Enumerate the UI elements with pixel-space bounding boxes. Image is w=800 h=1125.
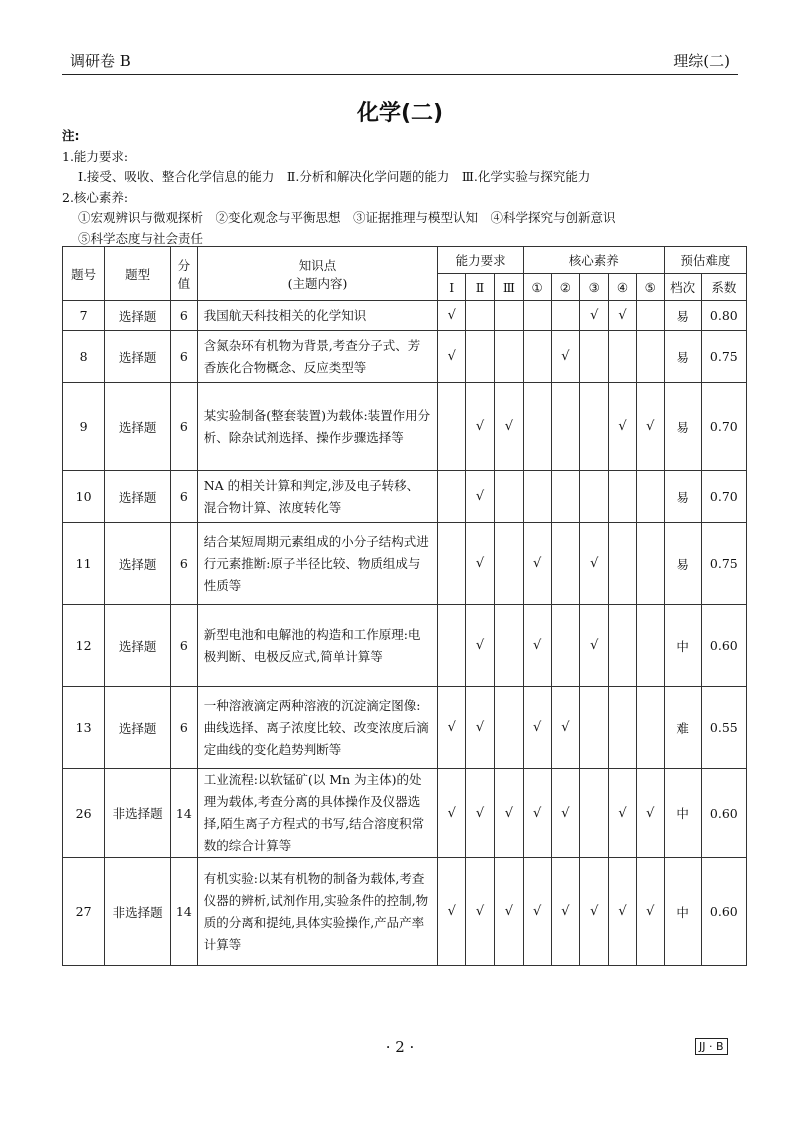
notes-item-1: 1.能力要求: <box>62 148 129 164</box>
question-number: 26 <box>63 769 105 858</box>
ability-check-3 <box>494 301 523 331</box>
ability-check-1 <box>438 471 466 523</box>
question-type: 选择题 <box>105 383 171 471</box>
difficulty-level: 难 <box>664 687 701 769</box>
ability-check-3: √ <box>494 769 523 858</box>
ability-check-2: √ <box>466 471 495 523</box>
core-check-4 <box>609 687 637 769</box>
core-check-1: √ <box>523 687 551 769</box>
ability-check-2: √ <box>466 858 495 966</box>
core-check-2: √ <box>551 331 580 383</box>
core-check-5 <box>636 523 664 605</box>
core-check-5 <box>636 301 664 331</box>
difficulty-level: 易 <box>664 301 701 331</box>
ability-check-3 <box>494 687 523 769</box>
question-score: 6 <box>170 301 197 331</box>
table-row <box>63 471 747 523</box>
difficulty-level: 易 <box>664 331 701 383</box>
notes-item-2: 2.核心素养: <box>62 189 129 205</box>
header-coef: 系数 <box>701 274 746 301</box>
core-check-3 <box>580 471 609 523</box>
question-type: 选择题 <box>105 523 171 605</box>
question-type: 选择题 <box>105 687 171 769</box>
table-row <box>63 383 747 471</box>
header-core-5: ⑤ <box>636 274 664 301</box>
literacy-list-1: ①宏观辨识与微观探析 ②变化观念与平衡思想 ③证据推理与模型认知 ④科学探究与创新意识 <box>78 210 616 225</box>
core-check-2: √ <box>551 687 580 769</box>
ability-check-2: √ <box>466 523 495 605</box>
question-score: 14 <box>170 858 197 966</box>
question-number: 9 <box>63 383 105 471</box>
difficulty-coef: 0.75 <box>701 331 746 383</box>
core-check-2: √ <box>551 858 580 966</box>
core-check-3 <box>580 383 609 471</box>
table-row <box>63 331 747 383</box>
question-score: 6 <box>170 331 197 383</box>
core-check-3: √ <box>580 605 609 687</box>
difficulty-level: 易 <box>664 471 701 523</box>
header-ability-3: Ⅲ <box>494 274 523 301</box>
knowledge-point: 结合某短周期元素组成的小分子结构式进行元素推断:原子半径比较、物质组成与性质等 <box>197 523 438 605</box>
ability-check-3 <box>494 605 523 687</box>
knowledge-point: 新型电池和电解池的构造和工作原理:电极判断、电极反应式,简单计算等 <box>197 605 438 687</box>
core-check-4 <box>609 605 637 687</box>
question-type: 选择题 <box>105 471 171 523</box>
page-title: 化学(二) <box>356 101 444 126</box>
core-check-1 <box>523 301 551 331</box>
ability-check-3 <box>494 523 523 605</box>
header-core-2: ② <box>551 274 580 301</box>
core-check-5: √ <box>636 383 664 471</box>
core-check-1: √ <box>523 858 551 966</box>
page-header <box>62 50 738 75</box>
core-check-3 <box>580 687 609 769</box>
core-check-1: √ <box>523 769 551 858</box>
core-check-3: √ <box>580 858 609 966</box>
exam-label: 调研卷 B <box>70 52 131 70</box>
difficulty-level: 易 <box>664 383 701 471</box>
difficulty-coef: 0.60 <box>701 769 746 858</box>
core-check-3: √ <box>580 301 609 331</box>
core-check-2 <box>551 605 580 687</box>
header-type: 题型 <box>105 247 171 301</box>
page-code-badge: JJ · B <box>695 1038 728 1055</box>
header-difficulty: 预估难度 <box>664 247 746 274</box>
core-check-3 <box>580 331 609 383</box>
core-check-4: √ <box>609 769 637 858</box>
header-core-3: ③ <box>580 274 609 301</box>
table-row <box>63 687 747 769</box>
ability-check-2 <box>466 331 495 383</box>
header-ability-2: Ⅱ <box>466 274 495 301</box>
core-check-2: √ <box>551 769 580 858</box>
core-check-4: √ <box>609 858 637 966</box>
literacy-list-2: ⑤科学态度与社会责任 <box>78 230 204 246</box>
difficulty-coef: 0.70 <box>701 383 746 471</box>
question-number: 27 <box>63 858 105 966</box>
difficulty-coef: 0.60 <box>701 858 746 966</box>
question-type: 选择题 <box>105 331 171 383</box>
difficulty-level: 中 <box>664 858 701 966</box>
core-check-3 <box>580 769 609 858</box>
header-score-1: 分 <box>177 257 191 273</box>
core-check-5: √ <box>636 858 664 966</box>
header-core: 核心素养 <box>523 247 664 274</box>
ability-check-1: √ <box>438 769 466 858</box>
ability-check-1: √ <box>438 301 466 331</box>
core-check-4 <box>609 523 637 605</box>
table-row <box>63 523 747 605</box>
core-check-1 <box>523 331 551 383</box>
knowledge-point: 我国航天科技相关的化学知识 <box>197 301 438 331</box>
question-number: 10 <box>63 471 105 523</box>
core-check-3: √ <box>580 523 609 605</box>
knowledge-point: NA 的相关计算和判定,涉及电子转移、混合物计算、浓度转化等 <box>197 471 438 523</box>
ability-check-1: √ <box>438 687 466 769</box>
ability-check-3 <box>494 331 523 383</box>
core-check-4: √ <box>609 301 637 331</box>
question-score: 6 <box>170 687 197 769</box>
question-type: 非选择题 <box>105 769 171 858</box>
header-ability: 能力要求 <box>438 247 523 274</box>
ability-check-2: √ <box>466 769 495 858</box>
core-check-5 <box>636 687 664 769</box>
question-type: 非选择题 <box>105 858 171 966</box>
question-score: 6 <box>170 523 197 605</box>
question-score: 6 <box>170 471 197 523</box>
ability-check-2 <box>466 301 495 331</box>
core-check-1: √ <box>523 605 551 687</box>
ability-check-2: √ <box>466 687 495 769</box>
question-number: 11 <box>63 523 105 605</box>
question-number: 8 <box>63 331 105 383</box>
header-knowledge-sub: (主题内容) <box>287 275 348 291</box>
difficulty-coef: 0.70 <box>701 471 746 523</box>
core-check-2 <box>551 471 580 523</box>
table-row <box>63 858 747 966</box>
knowledge-point: 含氮杂环有机物为背景,考查分子式、芳香族化合物概念、反应类型等 <box>197 331 438 383</box>
header-knowledge-main: 知识点 <box>298 257 337 273</box>
core-check-1 <box>523 471 551 523</box>
difficulty-level: 中 <box>664 769 701 858</box>
question-score: 6 <box>170 383 197 471</box>
ability-check-3: √ <box>494 383 523 471</box>
core-check-4 <box>609 471 637 523</box>
core-check-4 <box>609 331 637 383</box>
ability-check-1 <box>438 605 466 687</box>
page-number: · 2 · <box>385 1038 415 1056</box>
core-check-4: √ <box>609 383 637 471</box>
subject-label: 理综(二) <box>673 52 730 70</box>
question-analysis-table <box>62 246 747 966</box>
core-check-2 <box>551 301 580 331</box>
notes-section <box>62 126 616 249</box>
difficulty-coef: 0.60 <box>701 605 746 687</box>
core-check-5 <box>636 471 664 523</box>
ability-check-1 <box>438 523 466 605</box>
header-core-1: ① <box>523 274 551 301</box>
ability-check-1: √ <box>438 858 466 966</box>
question-number: 12 <box>63 605 105 687</box>
difficulty-level: 中 <box>664 605 701 687</box>
knowledge-point: 一种溶液滴定两种溶液的沉淀滴定图像:曲线选择、离子浓度比较、改变浓度后滴定曲线的变化趋势判断等 <box>197 687 438 769</box>
ability-check-3 <box>494 471 523 523</box>
ability-check-1: √ <box>438 331 466 383</box>
core-check-2 <box>551 383 580 471</box>
header-knowledge <box>197 247 438 301</box>
header-num: 题号 <box>63 247 105 301</box>
question-number: 13 <box>63 687 105 769</box>
question-type: 选择题 <box>105 301 171 331</box>
difficulty-coef: 0.80 <box>701 301 746 331</box>
knowledge-point: 某实验制备(整套装置)为载体:装置作用分析、除杂试剂选择、操作步骤选择等 <box>197 383 438 471</box>
core-check-2 <box>551 523 580 605</box>
question-score: 14 <box>170 769 197 858</box>
question-score: 6 <box>170 605 197 687</box>
core-check-5: √ <box>636 769 664 858</box>
core-check-1 <box>523 383 551 471</box>
knowledge-point: 工业流程:以软锰矿(以 Mn 为主体)的处理为载体,考查分离的具体操作及仪器选择,陌生离子方程式的书写,结合溶度积常数的综合计算等 <box>197 769 438 858</box>
knowledge-point: 有机实验:以某有机物的制备为载体,考查仪器的辨析,试剂作用,实验条件的控制,物质的分离和提纯,具体实验操作,产品产率计算等 <box>197 858 438 966</box>
table-row <box>63 605 747 687</box>
table-row <box>63 301 747 331</box>
question-number: 7 <box>63 301 105 331</box>
core-check-5 <box>636 331 664 383</box>
notes-heading: 注: <box>62 128 80 143</box>
difficulty-level: 易 <box>664 523 701 605</box>
core-check-5 <box>636 605 664 687</box>
table-row <box>63 769 747 858</box>
difficulty-coef: 0.75 <box>701 523 746 605</box>
abilities-list: Ⅰ.接受、吸收、整合化学信息的能力 Ⅱ.分析和解决化学问题的能力 Ⅲ.化学实验与探究能力 <box>78 169 591 184</box>
difficulty-coef: 0.55 <box>701 687 746 769</box>
header-ability-1: Ⅰ <box>438 274 466 301</box>
ability-check-2: √ <box>466 383 495 471</box>
ability-check-2: √ <box>466 605 495 687</box>
header-level: 档次 <box>664 274 701 301</box>
core-check-1: √ <box>523 523 551 605</box>
header-score-2: 值 <box>177 275 191 291</box>
ability-check-3: √ <box>494 858 523 966</box>
header-core-4: ④ <box>609 274 637 301</box>
question-type: 选择题 <box>105 605 171 687</box>
ability-check-1 <box>438 383 466 471</box>
header-score <box>170 247 197 301</box>
